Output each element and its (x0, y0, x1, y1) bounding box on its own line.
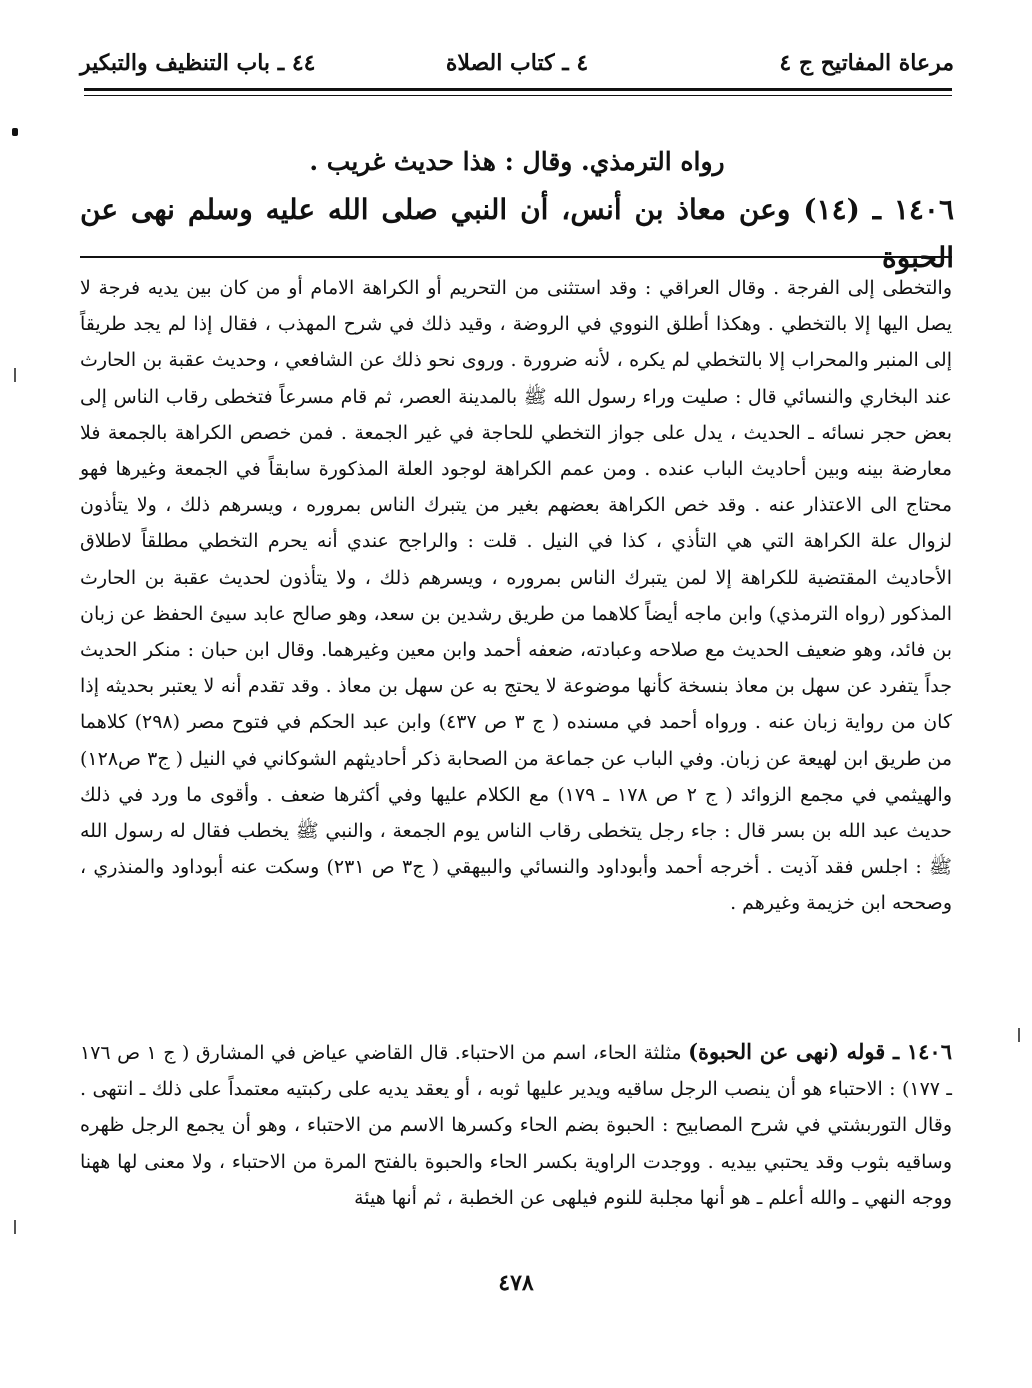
scan-mark (14, 368, 16, 382)
commentary-paragraph-2-text: مثلثة الحاء، اسم من الاحتباء. قال القاضي عياض في المشارق ( ج ١ ص ١٧٦ ـ ١٧٧) : الاحتباء هو أن ينصب الرجل ساقيه ويدير عليها ثوبه ، أو يعقد يديه على ركبتيه معتمداً على ذلك ـ انتهى . وقال التوربشتي في شرح المصابيح : الحبوة بضم الحاء وكسرها الاسم من الاحتباء ، وهو أن يجمع الرجل ظهره وساقيه بثوب وقد يحتبي بيديه . ووجدت الراوية بكسر الحاء والحبوة بالفتح المرة من الاحتباء ، ولا معنى لها ههنا ووجه النهي ـ والله أعلم ـ هو أنها مجلبة للنوم فيلهى عن الخطبة ، ثم أنها هيئة (80, 1042, 952, 1209)
commentary-paragraph-2 (80, 1034, 952, 1216)
hadith-text (80, 138, 954, 282)
commentary-block-2 (80, 1034, 952, 1216)
header-rule-thick (84, 88, 952, 91)
hadith-line-1: رواه الترمذي. وقال : هذا حديث غريب . (309, 147, 725, 176)
commentary-separator (80, 256, 952, 258)
scan-mark (12, 128, 18, 136)
commentary-paragraph-1: والتخطى إلى الفرجة . وقال العراقي : وقد استثنى من التحريم أو الكراهة الامام أو من كان بين يديه فرجة لا يصل اليها إلا بالتخطي . وهكذا أطلق النووي في الروضة ، وقيد ذلك في شرح المهذب ، فقال إذا لم يجد طريقاً إلى المنبر والمحراب إلا بالتخطي لم يكره ، لأنه ضرورة . وروى نحو ذلك عن الشافعي ، وحديث عقبة بن الحارث عند البخاري والنسائي قال : صليت وراء رسول الله ﷺ بالمدينة العصر، ثم قام مسرعاً فتخطى رقاب الناس إلى بعض حجر نسائه ـ الحديث ، يدل على جواز التخطي للحاجة في غير الجمعة . فمن خصص الكراهة بالجمعة فلا معارضة بينه وبين أحاديث الباب عنده . ومن عمم الكراهة لوجود العلة المذكورة سابقاً في الجمعة وغيرها فهو محتاج الى الاعتذار عنه . وقد خص الكراهة بعضهم بغير من يتبرك الناس بمروره ، ويسرهم ذلك ، ولا يتأذون لزوال علة الكراهة التي هي التأذي ، كذا في النيل . قلت : والراجح عندي أنه يحرم التخطي مطلقاً لاطلاق الأحاديث المقتضية للكراهة إلا لمن يتبرك الناس بمروره ، ويسرهم ذلك ، ولا يتأذون لحديث عقبة بن الحارث المذكور (رواه الترمذي) وابن ماجه أيضاً كلاهما من طريق رشدين بن سعد، وهو صالح عابد سيئ الحفظ عن زبان بن فائد، وهو ضعيف الحديث مع صلاحه وعبادته، ضعفه أحمد وابن معين وغيرهما. وقال ابن حبان : منكر الحديث جداً يتفرد عن سهل بن معاذ بنسخة كأنها موضوعة لا يحتج به عن سهل بن معاذ . وقد تقدم أنه لا يعتبر بحديثه إذا كان من رواية زبان عنه . ورواه أحمد في مسنده ( ج ٣ ص ٤٣٧) وابن عبد الحكم في فتوح مصر (٢٩٨) كلاهما من طريق ابن لهيعة عن زبان. وفي الباب عن جماعة من الصحابة ذكر أحاديثهم الشوكاني في النيل ( ج٣ ص١٢٨) والهيثمي في مجمع الزوائد ( ج ٢ ص ١٧٨ ـ ١٧٩) مع الكلام عليها وفي أكثرها ضعف . وأقوى ما ورد في ذلك حديث عبد الله بن بسر قال : جاء رجل يتخطى رقاب الناس يوم الجمعة ، والنبي ﷺ يخطب فقال له رسول الله ﷺ : اجلس فقد آذيت . أخرجه أحمد وأبوداود والنسائي والبيهقي ( ج٣ ص ٢٣١) وسكت عنه أبوداود والمنذري ، وصححه ابن خزيمة وغيرهم . (80, 277, 952, 915)
header-book-chapter: ٤ ـ كتاب الصلاة (445, 50, 589, 76)
header-chapter-section: ٤٤ ـ باب التنظيف والتبكير (80, 50, 316, 76)
commentary-lead: ١٤٠٦ ـ قوله (نهى عن الحبوة) (688, 1039, 952, 1064)
running-header (80, 44, 954, 86)
scan-mark (14, 1220, 16, 1234)
hadith-line-2: ١٤٠٦ ـ (١٤) وعن معاذ بن أنس، أن النبي صلى الله عليه وسلم نهى عن الحبوة (80, 193, 954, 274)
page-number: ٤٧٨ (498, 1270, 534, 1296)
commentary-block-1 (80, 270, 952, 922)
header-rule-thin (84, 95, 952, 96)
scan-mark (1018, 1028, 1020, 1042)
header-book-volume: مرعاة المفاتيح ج ٤ (779, 50, 954, 76)
